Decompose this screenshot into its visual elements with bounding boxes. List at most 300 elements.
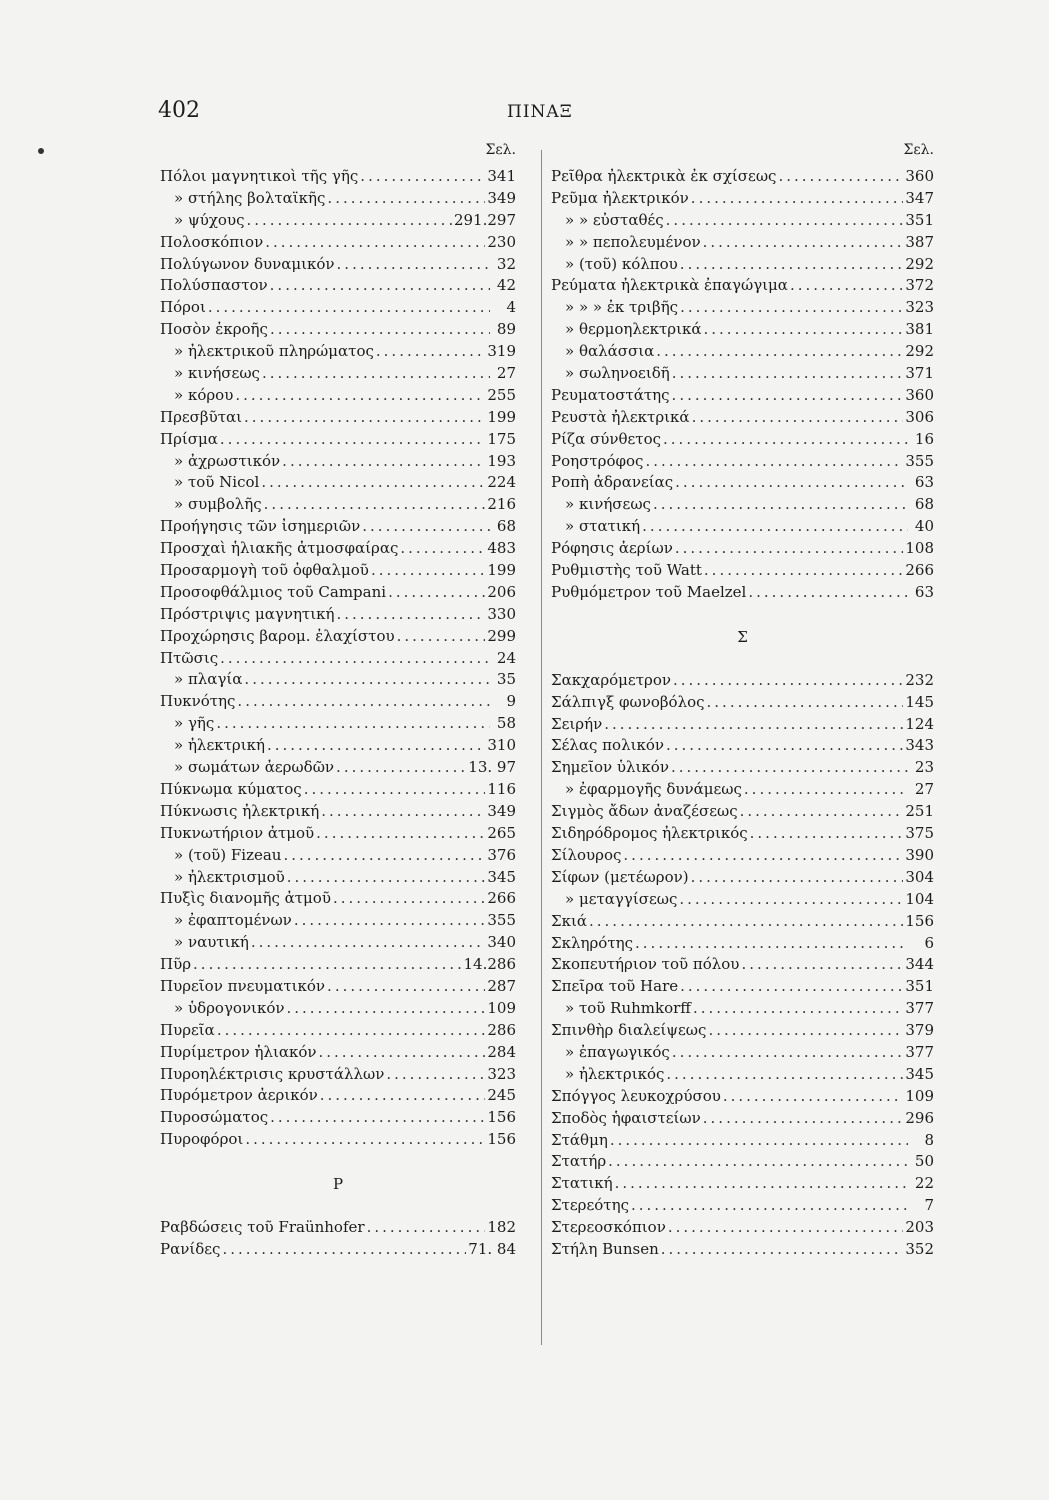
entry-term: Σάλπιγξ φωνοβόλος (551, 692, 705, 711)
entry-page: 7 (924, 1196, 934, 1215)
entry-term: Ροηστρόφος (551, 451, 644, 470)
entry-term: Προήγησις τῶν ἰσημεριῶν (160, 517, 361, 536)
index-entry (160, 713, 516, 735)
entry-page: 286 (487, 1020, 516, 1039)
dot-leader (360, 166, 485, 188)
entry-term: » ὑδρογονικόν (174, 998, 285, 1017)
entry-page: 193 (487, 451, 516, 470)
entry-page: 377 (905, 1042, 934, 1061)
dot-leader (642, 516, 908, 538)
entry-page: 341 (487, 167, 516, 185)
entry-page: 232 (905, 670, 934, 689)
spacer (160, 1151, 516, 1173)
entry-term: Πῦρ (160, 955, 192, 974)
dot-leader (321, 801, 485, 823)
entry-page: 68 (914, 495, 934, 514)
entry-term: Προσαρμογὴ τοῦ ὀφθαλμοῦ (160, 561, 369, 580)
index-entry (551, 1130, 934, 1152)
entry-page: 8 (924, 1130, 934, 1149)
entry-page: 345 (487, 867, 516, 886)
index-entry (160, 998, 516, 1020)
page-number: 402 (158, 98, 200, 123)
index-entry (160, 297, 516, 319)
dot-leader (679, 889, 903, 911)
entry-page: 355 (905, 451, 934, 470)
index-entry (160, 319, 516, 341)
dot-leader (704, 319, 904, 341)
dot-leader (673, 670, 903, 692)
entry-term: Πόροι (160, 298, 206, 317)
index-entry (160, 254, 516, 276)
entry-term: Πυροφόροι (160, 1130, 244, 1149)
entry-term: Στάθμη (551, 1130, 608, 1149)
entry-term: Πυξὶς διανομῆς ἀτμοῦ (160, 889, 331, 908)
entry-term: Στήλη Bunsen (551, 1239, 659, 1258)
entry-term: » ἠλεκτρική (174, 736, 265, 755)
index-entry (551, 757, 934, 779)
dot-leader (653, 494, 908, 516)
index-entry (551, 911, 934, 933)
entry-page: 230 (487, 232, 516, 251)
index-entry (160, 1085, 516, 1107)
index-entry (160, 1239, 516, 1261)
entry-term: » στήλης βολταϊκῆς (174, 188, 326, 207)
dot-leader (671, 757, 908, 779)
entry-page: 292 (905, 342, 934, 361)
dot-leader (666, 210, 904, 232)
entry-page: 108 (905, 539, 934, 558)
entry-term: Σκοπευτήριον τοῦ πόλου (551, 955, 740, 974)
index-entry (160, 472, 516, 494)
dot-leader (691, 867, 904, 889)
entry-page: 245 (487, 1086, 516, 1105)
index-entry (160, 888, 516, 910)
entry-page: 206 (487, 582, 516, 601)
index-entry (551, 210, 934, 232)
entry-page: 387 (905, 232, 934, 251)
dot-leader (631, 1195, 908, 1217)
dot-leader (672, 1042, 904, 1064)
entry-term: Πύκνωμα κύματος (160, 779, 302, 798)
index-entry (160, 735, 516, 757)
index-entry (551, 801, 934, 823)
dot-leader (270, 1107, 485, 1129)
entry-term: Πολύσπαστον (160, 276, 268, 295)
entry-page: 379 (905, 1021, 934, 1040)
dot-leader (362, 516, 490, 538)
dot-leader (675, 472, 908, 494)
dot-leader (217, 1020, 486, 1042)
entry-page: 156 (487, 1130, 516, 1149)
entry-page: 24 (496, 648, 516, 667)
index-entry (551, 275, 934, 297)
dot-leader (680, 297, 903, 319)
entry-page: 6 (924, 933, 934, 952)
entry-page: 287 (487, 976, 516, 995)
entry-term: Πυρίμετρον ἡλιακόν (160, 1042, 317, 1061)
entry-term: » κόρου (174, 385, 234, 404)
index-entry (160, 232, 516, 254)
entry-page: 22 (914, 1174, 934, 1193)
dot-leader (262, 363, 490, 385)
index-entry (551, 1217, 934, 1239)
index-entry (160, 1020, 516, 1042)
index-entry (551, 494, 934, 516)
entry-term: » » » ἐκ τριβῆς (565, 298, 679, 317)
dot-leader (680, 254, 904, 276)
entry-term: Προχώρησις βαρομ. ἐλαχίστου (160, 626, 395, 645)
dot-leader (680, 976, 903, 998)
entry-page: 32 (496, 254, 516, 273)
entry-page: 255 (487, 385, 516, 404)
entry-term: » σωμάτων ἀερωδῶν (174, 758, 335, 777)
entry-page: 371 (905, 364, 934, 383)
dot-leader (376, 341, 485, 363)
index-entry (160, 560, 516, 582)
entry-page: 156 (487, 1108, 516, 1127)
index-entry (551, 516, 934, 538)
entry-term: » κινήσεως (174, 364, 260, 383)
entry-page: 296 (905, 1108, 934, 1127)
entry-term: Στερεοσκόπιον (551, 1218, 666, 1237)
dot-leader (778, 166, 903, 188)
entry-page: 330 (487, 604, 516, 623)
index-entry (160, 1042, 516, 1064)
entry-term: » ἐπαγωγικός (565, 1042, 670, 1061)
dot-leader (723, 1086, 904, 1108)
entry-term: Σκληρότης (551, 933, 634, 952)
entry-term: Ρίζα σύνθετος (551, 429, 662, 448)
index-entry (551, 845, 934, 867)
entry-term: Σπινθὴρ διαλείψεως (551, 1021, 707, 1040)
entry-page: 71. 84 (468, 1239, 516, 1258)
index-entry (551, 692, 934, 714)
dot-leader (371, 560, 485, 582)
entry-page: 109 (487, 998, 516, 1017)
dot-leader (261, 472, 485, 494)
entry-page: 292 (905, 254, 934, 273)
dot-leader (741, 954, 903, 976)
dot-leader (692, 407, 904, 429)
index-entry (160, 188, 516, 210)
index-entry (160, 1217, 516, 1239)
entry-page: 23 (914, 758, 934, 777)
entry-page: 42 (496, 276, 516, 295)
spacer (551, 648, 934, 670)
index-entry (551, 1108, 934, 1130)
dot-leader (397, 626, 486, 648)
index-entry (160, 669, 516, 691)
section-letter: Ρ (332, 1175, 344, 1194)
dot-leader (604, 714, 903, 736)
dot-leader (367, 1217, 486, 1239)
entry-page: 291.297 (453, 210, 516, 229)
entry-term: » ἐφαρμογῆς δυνάμεως (565, 780, 742, 799)
index-entry (551, 451, 934, 473)
dot-leader (222, 1239, 466, 1261)
index-entry (551, 472, 934, 494)
entry-term: » θαλάσσια (565, 342, 655, 361)
dot-leader (708, 1020, 903, 1042)
index-entry (160, 910, 516, 932)
dot-leader (283, 845, 485, 867)
entry-page: 355 (487, 911, 516, 930)
entry-term: Σίφων (μετέωρον) (551, 867, 689, 886)
dot-leader (282, 451, 485, 473)
index-entry (551, 429, 934, 451)
index-entry (160, 757, 516, 779)
index-entry (160, 429, 516, 451)
dot-leader (610, 1130, 908, 1152)
entry-term: » » εὐσταθές (565, 210, 664, 229)
entry-page: 182 (487, 1218, 516, 1237)
dot-leader (294, 910, 486, 932)
entry-page: 310 (487, 736, 516, 755)
entry-term: Ρυθμιστὴς τοῦ Watt (551, 561, 702, 580)
dot-leader (748, 582, 908, 604)
dot-leader (336, 757, 466, 779)
index-column-left (160, 142, 516, 1261)
index-entry (551, 188, 934, 210)
entry-term: Σπεῖρα τοῦ Hare (551, 977, 679, 996)
index-entry (160, 648, 516, 670)
index-column-right (551, 142, 934, 1261)
dot-leader (623, 845, 903, 867)
entry-page: 58 (496, 714, 516, 733)
entry-term: » ναυτική (174, 933, 249, 952)
index-entry (160, 932, 516, 954)
dot-leader (666, 735, 903, 757)
entry-page: 306 (905, 407, 934, 426)
index-entry (160, 494, 516, 516)
dot-leader (327, 976, 485, 998)
entry-term: Ραβδώσεις τοῦ Fraünhofer (160, 1218, 365, 1237)
entry-page: 377 (905, 999, 934, 1018)
index-entry (160, 954, 516, 976)
index-entry (551, 1239, 934, 1261)
dot-leader (286, 998, 485, 1020)
entry-term: Ρεύματα ἠλεκτρικὰ ἐπαγώγιμα (551, 276, 788, 295)
dot-leader (703, 232, 904, 254)
entry-page: 344 (905, 955, 934, 974)
dot-leader (672, 385, 904, 407)
index-entry (551, 582, 934, 604)
index-entry (160, 582, 516, 604)
dot-leader (388, 582, 485, 604)
dot-leader (703, 1108, 904, 1130)
entry-term: Ρευματοστάτης (551, 385, 670, 404)
index-entry (551, 560, 934, 582)
dot-leader (244, 669, 490, 691)
dot-leader (235, 385, 485, 407)
entry-term: Πυκνωτήριον ἀτμοῦ (160, 823, 315, 842)
entry-page: 68 (496, 517, 516, 536)
entry-term: » τοῦ Ruhmkorff (565, 999, 691, 1018)
index-entry (160, 1064, 516, 1086)
page-column-header: Σελ. (485, 142, 516, 158)
index-entry (160, 166, 516, 188)
index-entry (160, 867, 516, 889)
entry-term: Πολοσκόπιον (160, 232, 264, 251)
index-entry (551, 297, 934, 319)
margin-mark (38, 148, 44, 154)
page-title: ΠΙΝΑΞ (507, 102, 573, 122)
entry-term: Πυρόμετρον ἀερικόν (160, 1086, 318, 1105)
entry-page: 340 (487, 933, 516, 952)
index-entry (551, 714, 934, 736)
dot-leader (744, 779, 908, 801)
entry-page: 156 (905, 911, 934, 930)
entry-term: Ρανίδες (160, 1239, 221, 1258)
entry-page: 483 (487, 539, 516, 558)
entry-page: 27 (496, 364, 516, 383)
dot-leader (668, 1217, 904, 1239)
dot-leader (589, 911, 903, 933)
entry-page: 199 (487, 561, 516, 580)
entry-page: 323 (487, 1064, 516, 1083)
entry-term: Σκιά (551, 911, 587, 930)
entry-term: Σημεῖον ὑλικόν (551, 758, 669, 777)
dot-leader (316, 823, 485, 845)
dot-leader (663, 429, 908, 451)
column-divider (541, 150, 542, 1345)
dot-leader (208, 297, 490, 319)
index-entry (160, 845, 516, 867)
dot-leader (336, 604, 485, 626)
entry-page: 284 (487, 1042, 516, 1061)
index-entry (551, 867, 934, 889)
index-entry (551, 341, 934, 363)
entry-page: 266 (905, 561, 934, 580)
index-entry (160, 976, 516, 998)
entry-term: Σιγμὸς ἄδων ἀναζέσεως (551, 802, 738, 821)
index-entry (160, 538, 516, 560)
entry-page: 27 (914, 780, 934, 799)
dot-leader (675, 538, 904, 560)
entry-term: Ποσὸν ἐκροῆς (160, 320, 268, 339)
entry-term: Πυρεῖα (160, 1020, 215, 1039)
entry-term: » ἠλεκτρισμοῦ (174, 867, 285, 886)
dot-leader (707, 692, 904, 714)
dot-leader (287, 867, 486, 889)
index-entry (551, 407, 934, 429)
dot-leader (661, 1239, 904, 1261)
index-entry (551, 1042, 934, 1064)
index-entry (551, 254, 934, 276)
entry-term: » » πεπολευμένον (565, 232, 701, 251)
spacer (160, 1195, 516, 1217)
dot-leader (193, 954, 461, 976)
index-entry (160, 516, 516, 538)
index-entry (160, 385, 516, 407)
entry-page: 265 (487, 823, 516, 842)
entry-term: » ἠλεκτρικοῦ πληρώματος (174, 342, 374, 361)
index-entry (160, 779, 516, 801)
entry-page: 351 (905, 977, 934, 996)
dot-leader (691, 188, 904, 210)
dot-leader (337, 254, 490, 276)
dot-leader (635, 933, 908, 955)
index-entry (551, 385, 934, 407)
index-entry (551, 1151, 934, 1173)
entry-page: 381 (905, 320, 934, 339)
dot-leader (615, 1173, 908, 1195)
dot-leader (304, 779, 486, 801)
entry-term: Πυρεῖον πνευματικόν (160, 976, 326, 995)
dot-leader (400, 538, 485, 560)
dot-leader (608, 1151, 908, 1173)
entry-page: 375 (905, 824, 934, 843)
entry-term: Πυκνότης (160, 692, 236, 711)
index-entry (551, 1195, 934, 1217)
entry-page: 9 (506, 692, 516, 711)
entry-term: Πολύγωνον δυναμικόν (160, 254, 335, 273)
entry-term: Προσοφθάλμιος τοῦ Campani (160, 582, 387, 601)
entry-term: Σίλουρος (551, 845, 622, 864)
entry-term: Πύκνωσις ἠλεκτρική (160, 801, 320, 820)
dot-leader (645, 451, 903, 473)
dot-leader (246, 210, 452, 232)
dot-leader (318, 1042, 485, 1064)
entry-page: 16 (914, 429, 934, 448)
entry-page: 251 (905, 802, 934, 821)
dot-leader (244, 407, 485, 429)
entry-page: 224 (487, 473, 516, 492)
index-entry (160, 210, 516, 232)
index-entry (160, 451, 516, 473)
entry-term: Στερεότης (551, 1196, 629, 1215)
entry-term: » (τοῦ) κόλπου (565, 254, 678, 273)
entry-term: Σιδηρόδρομος ἠλεκτρικός (551, 824, 748, 843)
dot-leader (333, 888, 485, 910)
entry-term: Πτῶσις (160, 648, 219, 667)
dot-leader (237, 691, 490, 713)
entry-page: 13. 97 (468, 758, 516, 777)
entry-page: 299 (487, 626, 516, 645)
entry-page: 109 (905, 1086, 934, 1105)
index-entry (551, 1086, 934, 1108)
entry-page: 63 (914, 473, 934, 492)
index-entry (551, 735, 934, 757)
spacer (551, 604, 934, 626)
entry-page: 40 (914, 517, 934, 536)
index-entry (551, 166, 934, 188)
dot-leader (216, 713, 490, 735)
entry-page: 175 (487, 429, 516, 448)
dot-leader (220, 648, 490, 670)
entry-page: 352 (905, 1239, 934, 1258)
index-entry (551, 1173, 934, 1195)
index-entry (551, 538, 934, 560)
entry-page: 351 (905, 210, 934, 229)
entry-page: 360 (905, 167, 934, 185)
entry-page: 360 (905, 385, 934, 404)
entry-term: Ρυθμόμετρον τοῦ Maelzel (551, 582, 747, 601)
entry-term: Σποδὸς ἡφαιστείων (551, 1108, 701, 1127)
dot-leader (320, 1085, 486, 1107)
dot-leader (267, 735, 485, 757)
entry-term: » πλαγία (174, 670, 243, 689)
dot-leader (386, 1064, 485, 1086)
entry-term: » (τοῦ) Fizeau (174, 845, 282, 864)
index-entry (551, 779, 934, 801)
entry-term: » ἀχρωστικόν (174, 451, 281, 470)
index-entry (551, 933, 934, 955)
entry-term: Στατήρ (551, 1152, 607, 1171)
entry-term: » γῆς (174, 714, 215, 733)
index-entry (551, 889, 934, 911)
entry-page: 124 (905, 714, 934, 733)
